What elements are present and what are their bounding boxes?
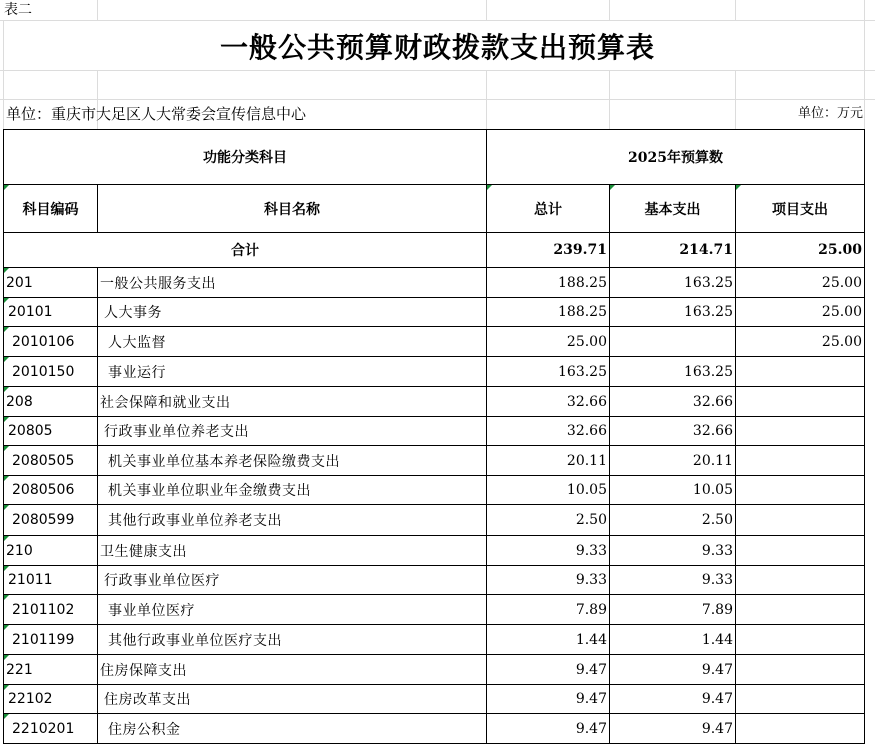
- table-row: [4, 566, 865, 595]
- table-row: [4, 357, 865, 387]
- row-name: 行政事业单位医疗: [98, 566, 487, 595]
- row-project: [736, 655, 865, 685]
- row-name: 事业运行: [98, 357, 487, 387]
- row-total: 9.33: [487, 566, 610, 595]
- row-total: 20.11: [487, 446, 610, 476]
- row-name: 人大监督: [98, 327, 487, 357]
- row-code: 2080506: [4, 476, 98, 505]
- gridline: [0, 99, 875, 100]
- row-name: 事业单位医疗: [98, 595, 487, 625]
- row-code: 2210201: [4, 714, 98, 744]
- row-total: 32.66: [487, 387, 610, 417]
- row-project: 25.00: [736, 268, 865, 298]
- header-total: 总计: [487, 185, 610, 233]
- row-name: 住房保障支出: [98, 655, 487, 685]
- header-budget-year: 2025年预算数: [487, 130, 865, 185]
- table-label: 表二: [4, 2, 32, 18]
- table-row: [4, 655, 865, 685]
- row-project: [736, 505, 865, 536]
- table-row: [4, 714, 865, 744]
- row-name: 社会保障和就业支出: [98, 387, 487, 417]
- row-code: 208: [4, 387, 98, 417]
- row-total: 7.89: [487, 595, 610, 625]
- table-row: [4, 387, 865, 417]
- total-basic: 214.71: [610, 233, 736, 268]
- row-project: 25.00: [736, 327, 865, 357]
- table-row: [4, 505, 865, 536]
- row-basic: 163.25: [610, 357, 736, 387]
- unit-organization: 单位：重庆市大足区人大常委会宣传信息中心: [6, 105, 307, 123]
- row-total: 9.47: [487, 685, 610, 714]
- row-basic: 9.33: [610, 536, 736, 566]
- row-total: 9.47: [487, 655, 610, 685]
- row-code: 20805: [4, 417, 98, 446]
- row-total: 1.44: [487, 625, 610, 655]
- header-name: 科目名称: [98, 185, 487, 233]
- table-row: [4, 595, 865, 625]
- row-code: 2010150: [4, 357, 98, 387]
- header-code: 科目编码: [4, 185, 98, 233]
- table-row: [4, 446, 865, 476]
- gridline: [735, 0, 736, 20]
- gridline: [0, 70, 875, 71]
- row-project: [736, 536, 865, 566]
- row-code: 21011: [4, 566, 98, 595]
- row-basic: 20.11: [610, 446, 736, 476]
- header-category: 功能分类科目: [4, 130, 487, 185]
- row-name: 机关事业单位职业年金缴费支出: [98, 476, 487, 505]
- row-project: [736, 625, 865, 655]
- gridline: [735, 70, 736, 129]
- row-name: 机关事业单位基本养老保险缴费支出: [98, 446, 487, 476]
- gridline: [486, 0, 487, 20]
- row-code: 210: [4, 536, 98, 566]
- row-name: 住房公积金: [98, 714, 487, 744]
- row-code: 2080599: [4, 505, 98, 536]
- header-basic: 基本支出: [610, 185, 736, 233]
- row-total: 2.50: [487, 505, 610, 536]
- gridline: [609, 70, 610, 129]
- page-title: 一般公共预算财政拨款支出预算表: [219, 31, 655, 64]
- row-project: [736, 476, 865, 505]
- table-row: [4, 417, 865, 446]
- table-row: [4, 536, 865, 566]
- row-name: 住房改革支出: [98, 685, 487, 714]
- row-basic: 9.47: [610, 714, 736, 744]
- header-row-2: [4, 185, 865, 233]
- row-name: 其他行政事业单位医疗支出: [98, 625, 487, 655]
- row-name: 其他行政事业单位养老支出: [98, 505, 487, 536]
- total-project: 25.00: [736, 233, 865, 268]
- row-code: 221: [4, 655, 98, 685]
- table-row: [4, 327, 865, 357]
- row-project: [736, 387, 865, 417]
- row-basic: 1.44: [610, 625, 736, 655]
- gridline: [864, 0, 865, 20]
- row-code: 2101102: [4, 595, 98, 625]
- budget-table-body: [4, 130, 865, 744]
- row-total: 9.33: [487, 536, 610, 566]
- row-code: 22102: [4, 685, 98, 714]
- row-code: 2101199: [4, 625, 98, 655]
- row-code: 20101: [4, 298, 98, 327]
- row-basic: 7.89: [610, 595, 736, 625]
- row-total: 188.25: [487, 298, 610, 327]
- row-project: 25.00: [736, 298, 865, 327]
- total-sum: 239.71: [487, 233, 610, 268]
- table-row: [4, 685, 865, 714]
- table-row: [4, 476, 865, 505]
- row-total: 9.47: [487, 714, 610, 744]
- gridline: [97, 0, 98, 20]
- row-project: [736, 714, 865, 744]
- header-project: 项目支出: [736, 185, 865, 233]
- row-basic: 10.05: [610, 476, 736, 505]
- row-basic: 9.33: [610, 566, 736, 595]
- row-code: 2080505: [4, 446, 98, 476]
- row-code: 201: [4, 268, 98, 298]
- total-label: 合计: [4, 233, 487, 268]
- row-project: [736, 566, 865, 595]
- gridline: [609, 0, 610, 20]
- row-project: [736, 357, 865, 387]
- row-project: [736, 417, 865, 446]
- row-name: 行政事业单位养老支出: [98, 417, 487, 446]
- row-name: 一般公共服务支出: [98, 268, 487, 298]
- gridline: [0, 20, 875, 21]
- row-name: 卫生健康支出: [98, 536, 487, 566]
- unit-currency: 单位：万元: [797, 106, 863, 121]
- row-total: 25.00: [487, 327, 610, 357]
- total-row: [4, 233, 865, 268]
- row-basic: 32.66: [610, 417, 736, 446]
- table-row: [4, 268, 865, 298]
- row-project: [736, 685, 865, 714]
- row-basic: 32.66: [610, 387, 736, 417]
- row-basic: 2.50: [610, 505, 736, 536]
- gridline: [486, 70, 487, 129]
- row-total: 32.66: [487, 417, 610, 446]
- row-code: 2010106: [4, 327, 98, 357]
- row-total: 163.25: [487, 357, 610, 387]
- row-name: 人大事务: [98, 298, 487, 327]
- row-total: 188.25: [487, 268, 610, 298]
- row-basic: [610, 327, 736, 357]
- row-basic: 163.25: [610, 298, 736, 327]
- row-project: [736, 446, 865, 476]
- row-total: 10.05: [487, 476, 610, 505]
- table-row: [4, 625, 865, 655]
- table-row: [4, 298, 865, 327]
- row-project: [736, 595, 865, 625]
- row-basic: 163.25: [610, 268, 736, 298]
- row-basic: 9.47: [610, 685, 736, 714]
- row-basic: 9.47: [610, 655, 736, 685]
- header-row-1: [4, 130, 865, 185]
- budget-table: [3, 129, 865, 744]
